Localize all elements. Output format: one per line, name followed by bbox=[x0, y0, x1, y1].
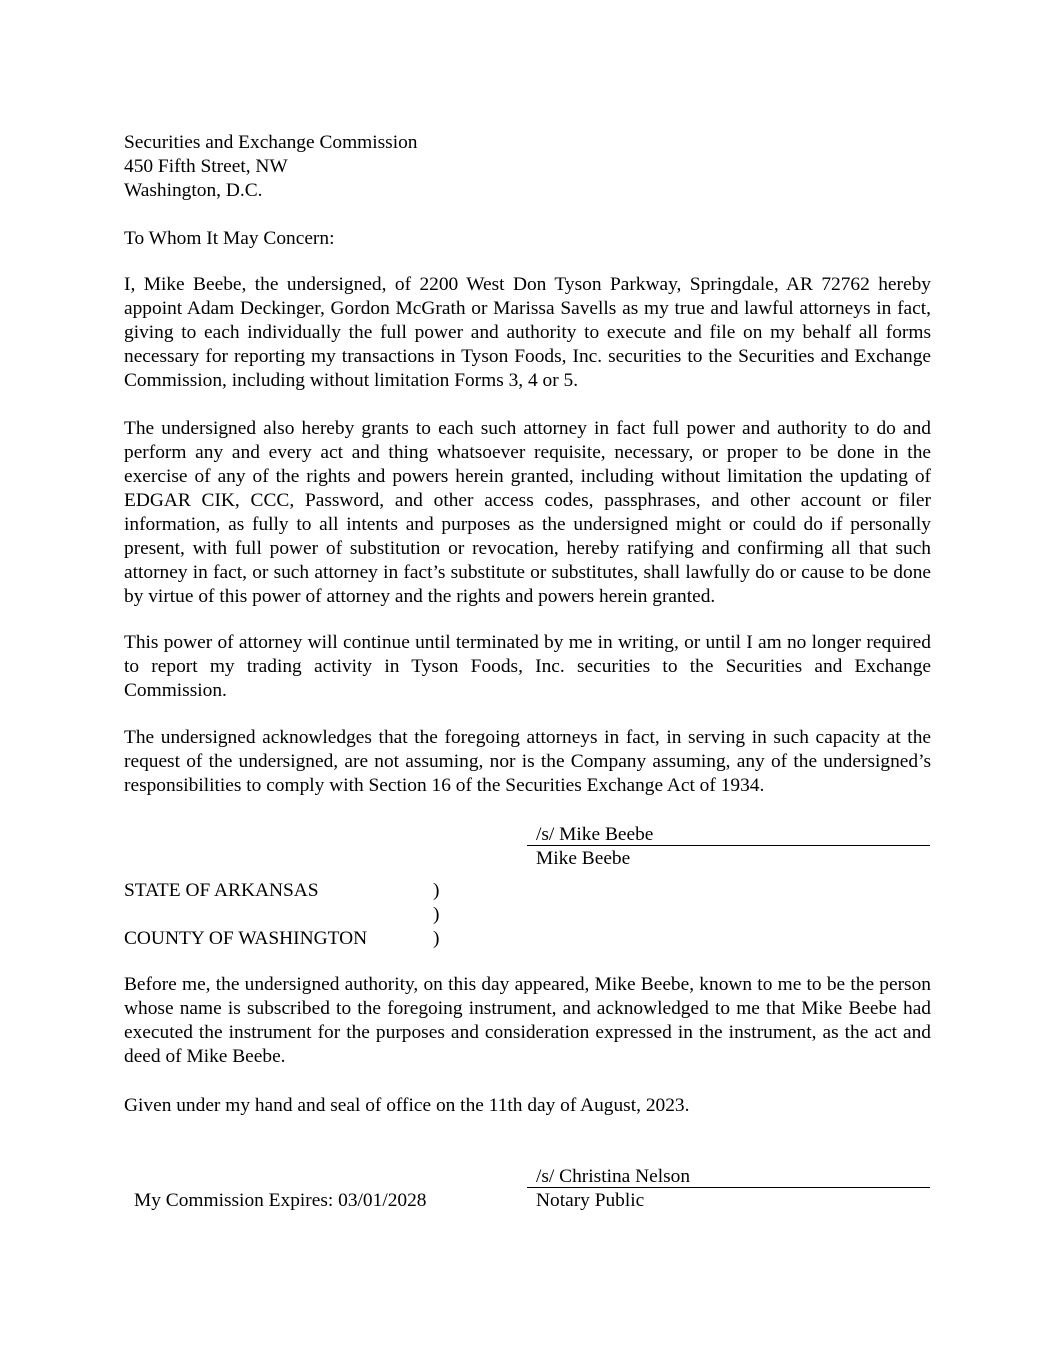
paragraph-duration: This power of attorney will continue until terminated by me in writing, or until I am no longer required to report my trading activity in Tyson Foods, Inc. securities to the Securities and Exchange Commission. bbox=[124, 632, 931, 701]
grantor-signature: /s/ Mike Beebe bbox=[527, 823, 930, 846]
venue-state-row bbox=[124, 879, 454, 903]
notary-title: Notary Public bbox=[536, 1190, 645, 1211]
address-line-2: 450 Fifth Street, NW bbox=[124, 156, 288, 177]
commission-expiry: My Commission Expires: 03/01/2028 bbox=[134, 1190, 427, 1211]
recipient-address bbox=[124, 131, 931, 203]
notary-signature-block bbox=[527, 1165, 930, 1214]
venue-paren-1: ) bbox=[433, 880, 440, 901]
venue-spacer-row bbox=[124, 903, 454, 927]
grantor-name: Mike Beebe bbox=[536, 848, 631, 869]
paragraph-appointment: I, Mike Beebe, the undersigned, of 2200 West Don Tyson Parkway, Springdale, AR 72762 hereby appoint Adam Deckinger, Gordon McGrath or Marissa Savells as my true and lawful attorneys in fact, giving to each individually the full power and authority to execute and file on my behalf all forms necessary for reporting my transactions in Tyson Foods, Inc. securities to the Securities and Exchange Commission, including without limitation Forms 3, 4 or 5. bbox=[124, 274, 931, 391]
notary-signature: /s/ Christina Nelson bbox=[527, 1165, 930, 1188]
salutation: To Whom It May Concern: bbox=[124, 228, 335, 249]
grantor-signature-block bbox=[527, 823, 930, 872]
venue-paren-3: ) bbox=[433, 928, 440, 949]
paragraph-powers: The undersigned also hereby grants to each such attorney in fact full power and authority to do and perform any and every act and thing whatsoever requisite, necessary, or proper to be done in the exercise of any of the rights and powers herein granted, including without limitation the updating of EDGAR CIK, CCC, Password, and other access codes, passphrases, and other account or filer information, as fully to all intents and purposes as the undersigned might or could do if personally present, with full power of substitution or revocation, hereby ratifying and confirming all that such attorney in fact, or such attorney in fact’s substitute or substitutes, shall lawfully do or cause to be done by virtue of this power of attorney and the rights and powers herein granted. bbox=[124, 418, 931, 607]
notary-paragraph: Before me, the undersigned authority, on this day appeared, Mike Beebe, known to me to be the person whose name is subscribed to the foregoing instrument, and acknowledged to me that Mike Beebe had executed the instrument for the purposes and consideration expressed in the instrument, as the act and deed of Mike Beebe. bbox=[124, 974, 931, 1067]
address-line-1: Securities and Exchange Commission bbox=[124, 132, 418, 153]
address-line-3: Washington, D.C. bbox=[124, 180, 263, 201]
venue-paren-2: ) bbox=[433, 904, 440, 925]
venue-county-row bbox=[124, 927, 454, 951]
venue-county: COUNTY OF WASHINGTON bbox=[124, 928, 368, 949]
given-line: Given under my hand and seal of office on the 11th day of August, 2023. bbox=[124, 1095, 690, 1116]
paragraph-acknowledgment: The undersigned acknowledges that the foregoing attorneys in fact, in serving in such capacity at the request of the undersigned, are not assuming, nor is the Company assuming, any of the undersigned’s responsibilities to comply with Section 16 of the Securities Exchange Act of 1934. bbox=[124, 727, 931, 796]
venue-state: STATE OF ARKANSAS bbox=[124, 880, 319, 901]
